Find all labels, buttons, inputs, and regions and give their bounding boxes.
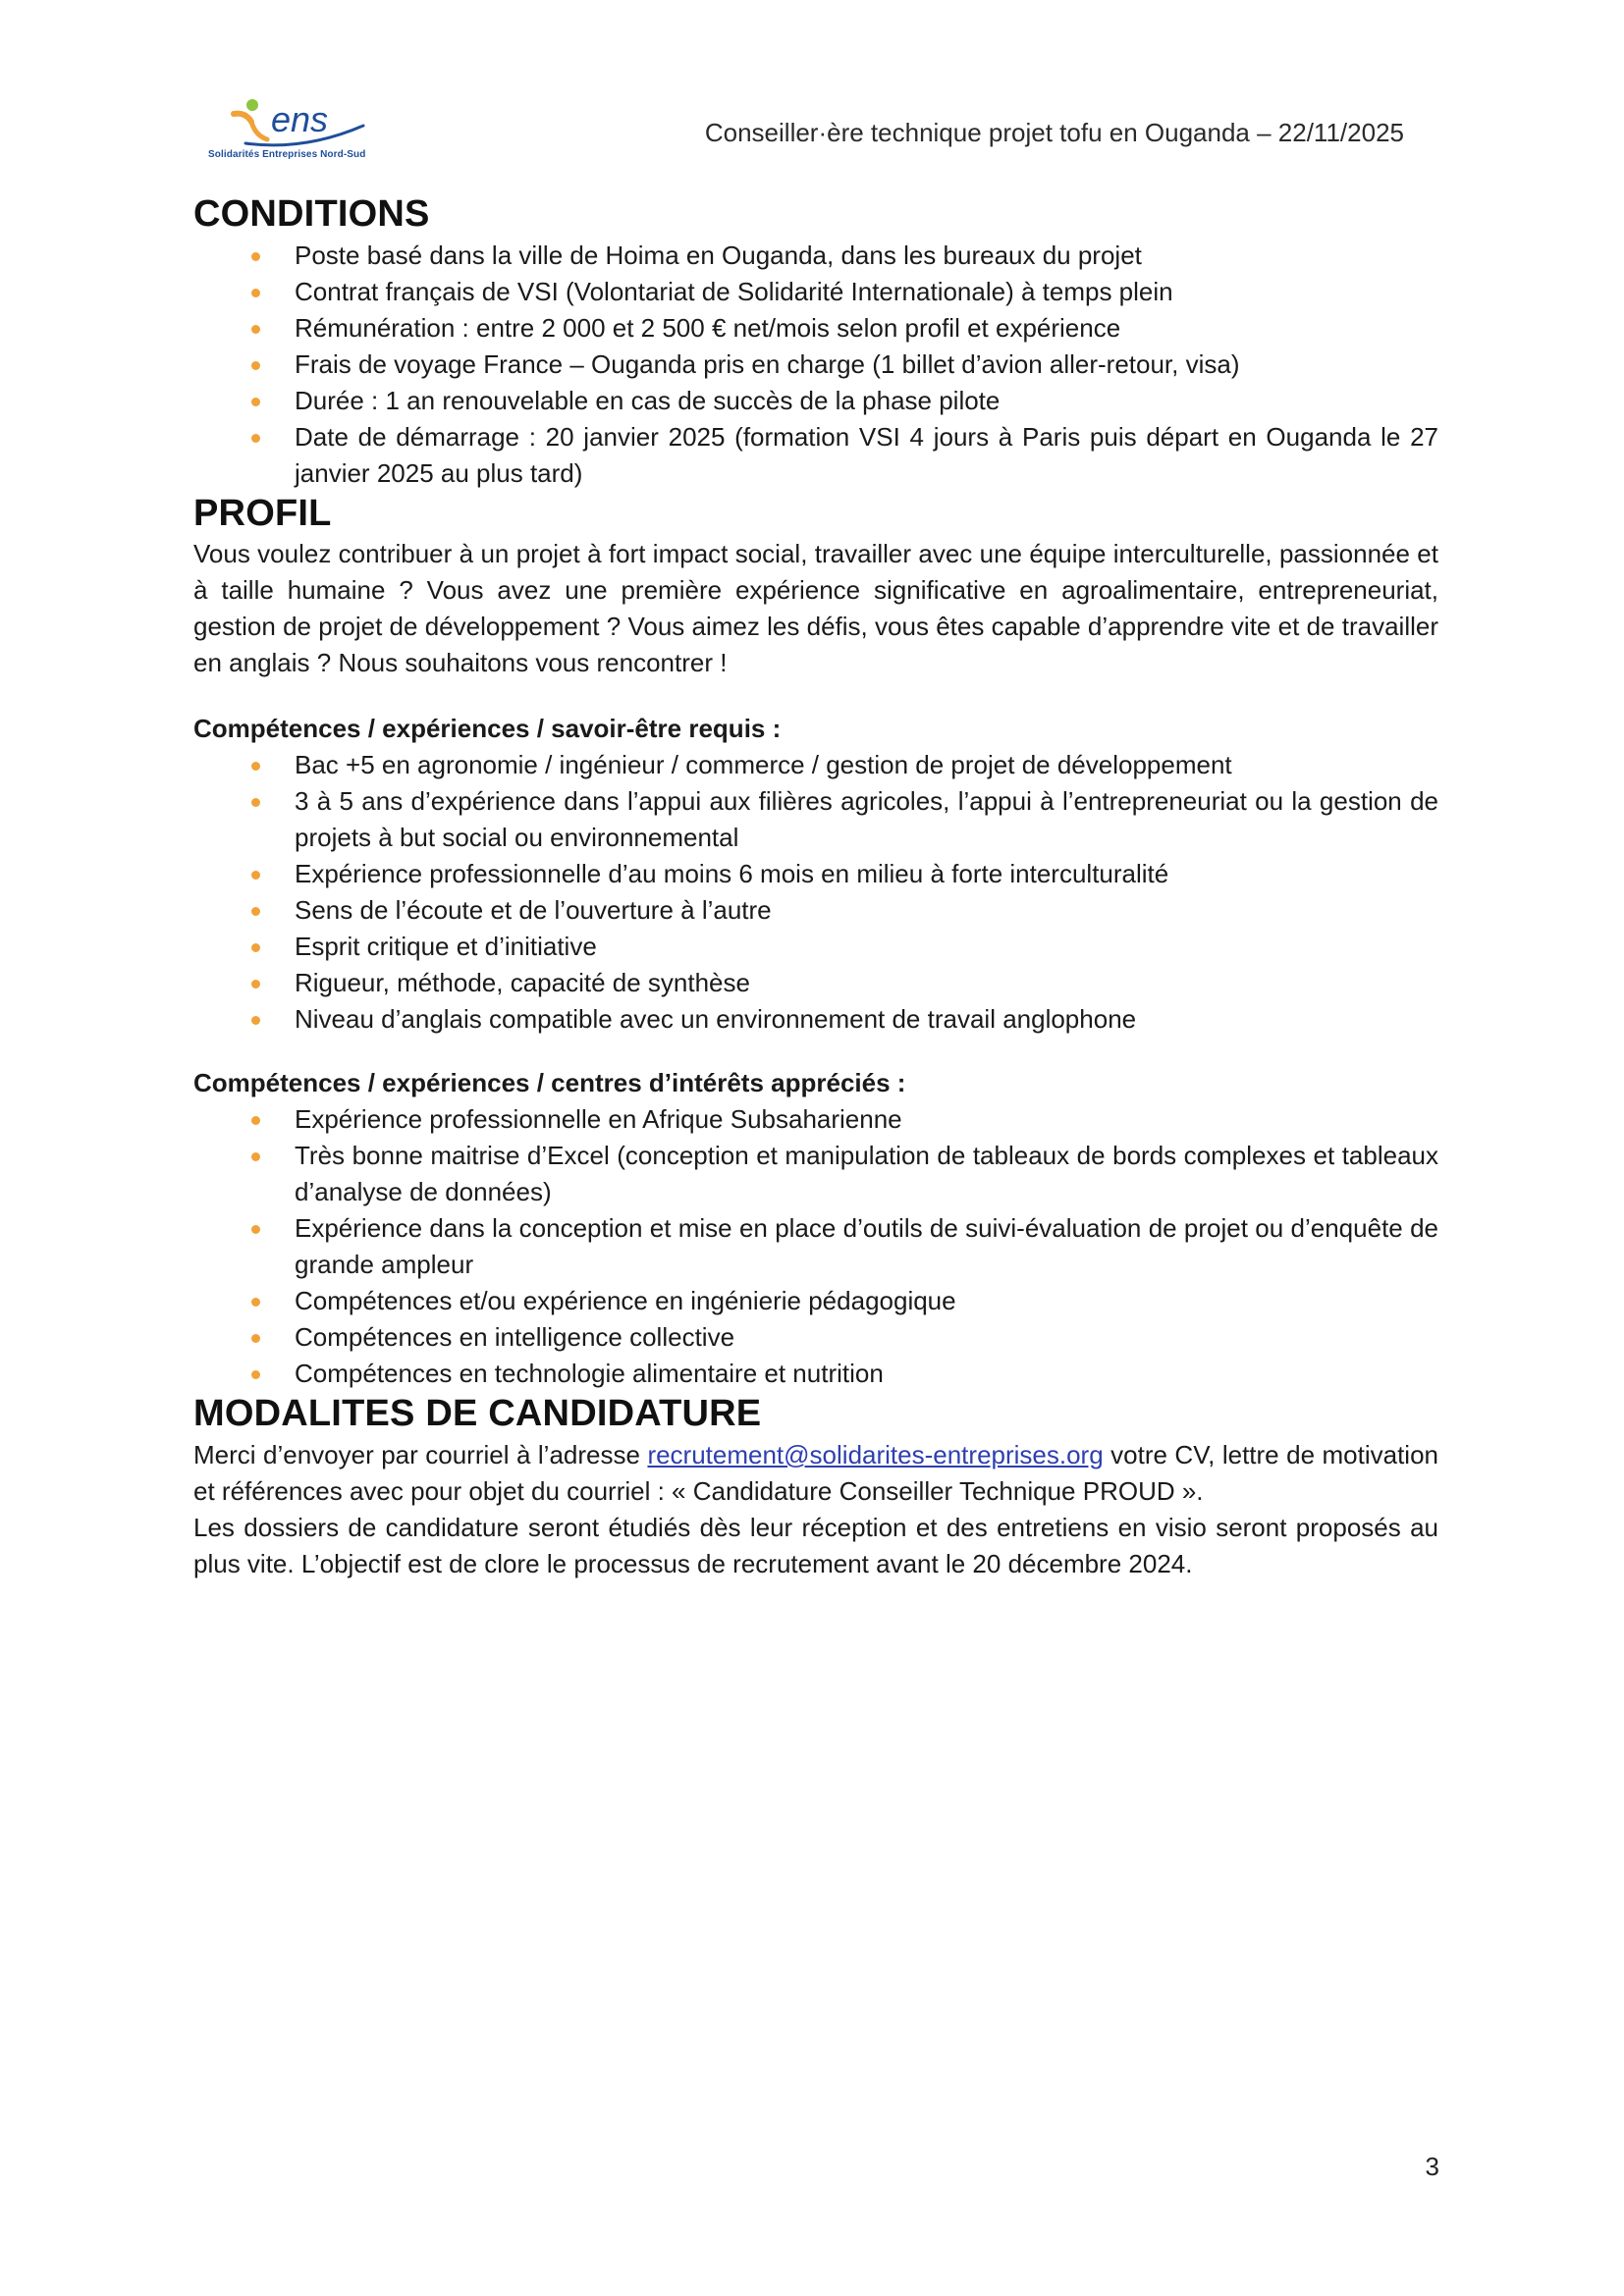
- application-text-after: votre CV, lettre de motivation et références avec pour objet du courriel : « Candidature Conseiller Technique PROUD ».: [193, 1439, 1438, 1506]
- list-item: Date de démarrage : 20 janvier 2025 (formation VSI 4 jours à Paris puis départ en Ouganda le 27 janvier 2025 au plus tard): [193, 419, 1438, 492]
- list-item: Expérience dans la conception et mise en place d’outils de suivi-évaluation de projet ou d’enquête de grande ampleur: [193, 1210, 1438, 1283]
- application-instructions: [193, 1437, 1438, 1510]
- conditions-list: [193, 238, 1438, 492]
- profil-intro: Vous voulez contribuer à un projet à fort impact social, travailler avec une équipe interculturelle, passionnée et à taille humaine ? Vous avez une première expérience significative en agroalimentaire, entrepreneuriat, gestion de projet de développement ? Vous aimez les défis, vous êtes capable d’apprendre vite et de travailler en anglais ? Nous souhaitons vous rencontrer !: [193, 539, 1438, 678]
- list-item: Poste basé dans la ville de Hoima en Ouganda, dans les bureaux du projet: [193, 238, 1438, 274]
- list-item: Frais de voyage France – Ouganda pris en charge (1 billet d’avion aller-retour, visa): [193, 347, 1438, 383]
- document-content: [193, 192, 1438, 1582]
- list-item: Expérience professionnelle d’au moins 6 mois en milieu à forte interculturalité: [193, 856, 1438, 892]
- application-timeline: Les dossiers de candidature seront étudiés dès leur réception et des entretiens en visio seront proposés au plus vite. L’objectif est de clore le processus de recrutement avant le 20 décembre 2024.: [193, 1512, 1438, 1578]
- list-item: 3 à 5 ans d’expérience dans l’appui aux filières agricoles, l’appui à l’entrepreneuriat ou la gestion de projets à but social ou environnemental: [193, 783, 1438, 856]
- header-title: Conseiller·ère technique projet tofu en Ouganda – 22/11/2025: [704, 118, 1404, 147]
- list-item: Contrat français de VSI (Volontariat de Solidarité Internationale) à temps plein: [193, 274, 1438, 310]
- list-item: Durée : 1 an renouvelable en cas de succès de la phase pilote: [193, 383, 1438, 419]
- recruitment-email-link[interactable]: recrutement@solidarites-entreprises.org: [647, 1439, 1104, 1469]
- required-skills-heading: Compétences / expériences / savoir-être requis :: [193, 714, 782, 744]
- list-item: Rémunération : entre 2 000 et 2 500 € net/mois selon profil et expérience: [193, 310, 1438, 347]
- list-item: Bac +5 en agronomie / ingénieur / commerce / gestion de projet de développement: [193, 747, 1438, 783]
- required-skills-list: [193, 747, 1438, 1038]
- modalites-heading: MODALITES DE CANDIDATURE: [193, 1393, 762, 1435]
- application-text-before: Merci d’envoyer par courriel à l’adresse: [193, 1439, 648, 1469]
- list-item: Expérience professionnelle en Afrique Subsaharienne: [193, 1101, 1438, 1138]
- list-item: Niveau d’anglais compatible avec un environnement de travail anglophone: [193, 1001, 1438, 1038]
- svg-text:ens: ens: [271, 99, 329, 139]
- list-item: Très bonne maitrise d’Excel (conception et manipulation de tableaux de bords complexes et tableaux d’analyse de données): [193, 1138, 1438, 1210]
- profil-heading: PROFIL: [193, 492, 332, 534]
- ens-logo-mark-icon: [206, 92, 403, 151]
- list-item: Compétences et/ou expérience en ingénierie pédagogique: [193, 1283, 1438, 1319]
- appreciated-skills-list: [193, 1101, 1438, 1392]
- list-item: Rigueur, méthode, capacité de synthèse: [193, 965, 1438, 1001]
- page-number: 3: [1425, 2152, 1439, 2181]
- list-item: Sens de l’écoute et de l’ouverture à l’autre: [193, 892, 1438, 929]
- appreciated-skills-heading: Compétences / expériences / centres d’intérêts appréciés :: [193, 1068, 906, 1098]
- ens-logo: [206, 92, 403, 167]
- list-item: Compétences en intelligence collective: [193, 1319, 1438, 1356]
- conditions-heading: CONDITIONS: [193, 193, 430, 235]
- list-item: Compétences en technologie alimentaire et nutrition: [193, 1356, 1438, 1392]
- list-item: Esprit critique et d’initiative: [193, 929, 1438, 965]
- logo-subtitle: Solidarités Entreprises Nord-Sud: [208, 149, 366, 160]
